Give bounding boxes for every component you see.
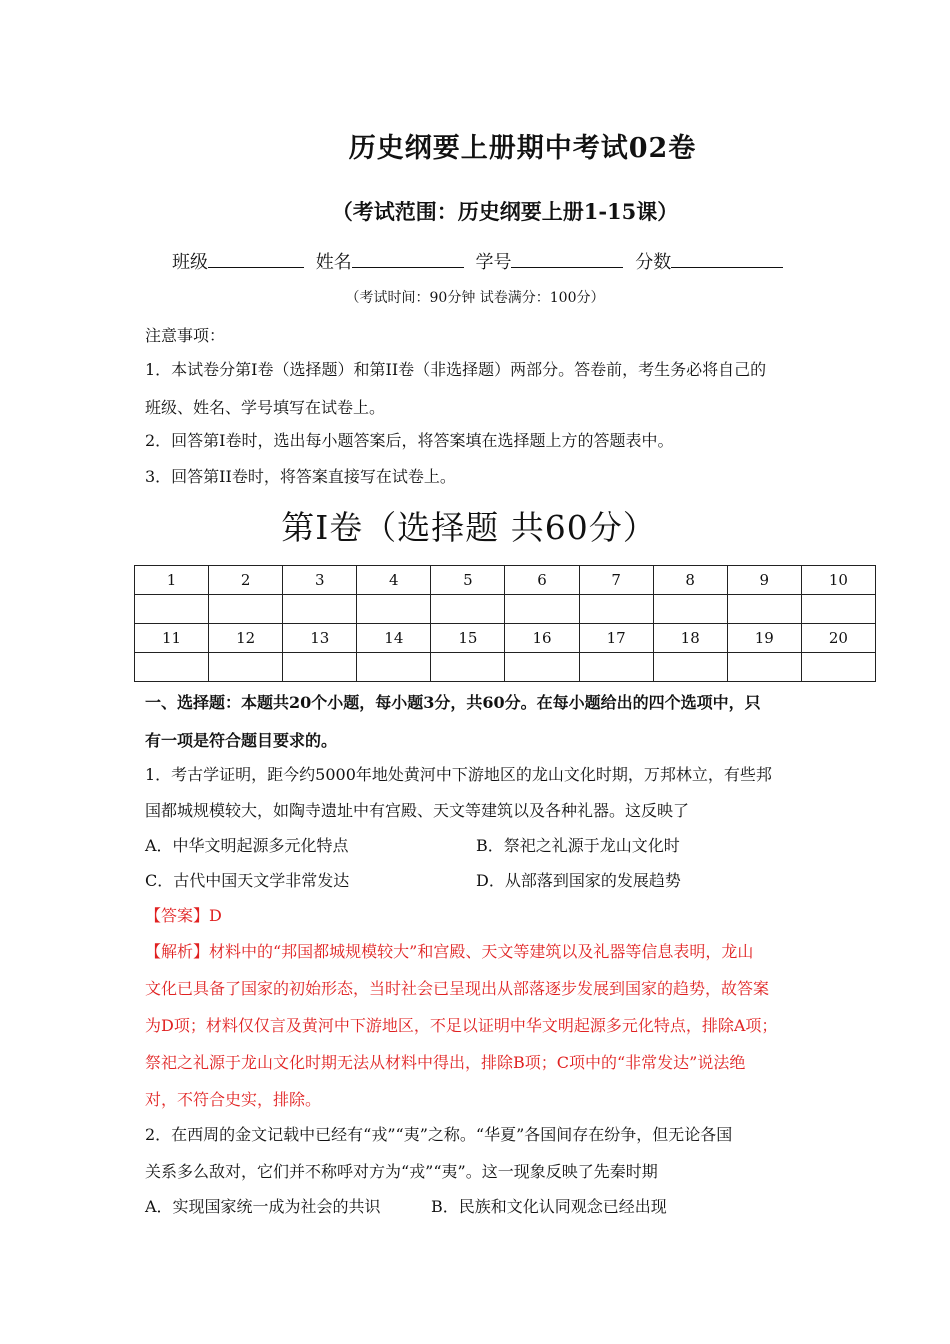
student-id-label: 学号 — [475, 252, 512, 273]
answer-blank-cell[interactable] — [135, 595, 209, 624]
answer-table-cell: 17 — [579, 624, 653, 653]
student-id-blank[interactable] — [511, 251, 623, 268]
exam-title: 历史纲要上册期中考试02卷 — [348, 133, 697, 164]
class-label: 班级 — [172, 252, 208, 273]
q1-stem-line: 国都城规模较大，如陶寺遗址中有宫殿、天文等建筑以及各种礼器。这反映了 — [145, 801, 690, 820]
answer-table-cell: 11 — [135, 624, 209, 653]
answer-blank-cell[interactable] — [357, 595, 431, 624]
answer-table-cell: 13 — [283, 624, 357, 653]
answer-table-cell: 8 — [653, 566, 727, 595]
answer-table — [134, 565, 876, 682]
q1-stem-line: 1．考古学证明，距今约5000年地处黄河中下游地区的龙山文化时期，万邦林立，有些邦 — [145, 765, 772, 784]
time-info: （考试时间：90分钟 试卷满分：100分） — [345, 290, 605, 306]
notice-line: 3．回答第II卷时，将答案直接写在试卷上。 — [145, 467, 456, 486]
answer-table-blank-row — [135, 595, 876, 624]
q1-option-a[interactable]: A．中华文明起源多元化特点 — [145, 836, 349, 855]
score-label: 分数 — [635, 252, 672, 273]
answer-table-cell: 5 — [431, 566, 505, 595]
answer-table-cell: 14 — [357, 624, 431, 653]
answer-table-cell: 6 — [505, 566, 579, 595]
notice-line: 1．本试卷分第I卷（选择题）和第II卷（非选择题）两部分。答卷前，考生务必将自己的 — [145, 360, 767, 379]
notice-line: 2．回答第I卷时，选出每小题答案后，将答案填在选择题上方的答题表中。 — [145, 431, 674, 450]
answer-blank-cell[interactable] — [431, 595, 505, 624]
q1-option-b[interactable]: B．祭祀之礼源于龙山文化时 — [476, 836, 680, 855]
q2-option-a[interactable]: A．实现国家统一成为社会的共识 — [145, 1197, 381, 1216]
q1-option-c[interactable]: C．古代中国天文学非常发达 — [145, 871, 350, 890]
answer-table-blank-row — [135, 653, 876, 682]
answer-blank-cell[interactable] — [801, 653, 875, 682]
answer-table-cell: 2 — [209, 566, 283, 595]
answer-table-cell: 18 — [653, 624, 727, 653]
q2-stem-line: 关系多么敌对，它们并不称呼对方为“戎”“夷”。这一现象反映了先秦时期 — [145, 1162, 658, 1181]
answer-table-cell: 4 — [357, 566, 431, 595]
q1-answer: 【答案】D — [145, 906, 222, 925]
answer-table-cell: 7 — [579, 566, 653, 595]
answer-blank-cell[interactable] — [357, 653, 431, 682]
answer-blank-cell[interactable] — [283, 595, 357, 624]
answer-table-cell: 20 — [801, 624, 875, 653]
q1-option-d[interactable]: D．从部落到国家的发展趋势 — [476, 871, 681, 890]
q1-analysis-line: 为D项；材料仅仅言及黄河中下游地区，不足以证明中华文明起源多元化特点，排除A项； — [145, 1016, 778, 1035]
answer-blank-cell[interactable] — [653, 595, 727, 624]
answer-table-cell: 16 — [505, 624, 579, 653]
answer-blank-cell[interactable] — [727, 653, 801, 682]
name-label: 姓名 — [315, 252, 352, 273]
class-blank[interactable] — [208, 251, 304, 268]
exam-subtitle: （考试范围：历史纲要上册1-15课） — [331, 199, 679, 224]
notice-heading: 注意事项： — [145, 326, 226, 345]
answer-blank-cell[interactable] — [579, 653, 653, 682]
answer-table-cell: 15 — [431, 624, 505, 653]
answer-table-header-row — [135, 566, 876, 595]
answer-table-cell: 1 — [135, 566, 209, 595]
name-blank[interactable] — [352, 251, 464, 268]
answer-table-cell: 3 — [283, 566, 357, 595]
answer-blank-cell[interactable] — [505, 653, 579, 682]
answer-blank-cell[interactable] — [505, 595, 579, 624]
answer-blank-cell[interactable] — [801, 595, 875, 624]
q1-analysis-line: 【解析】材料中的“邦国都城规模较大”和宫殿、天文等建筑以及礼器等信息表明，龙山 — [145, 942, 754, 961]
answer-table-cell: 9 — [727, 566, 801, 595]
student-info-fields — [172, 248, 789, 274]
answer-blank-cell[interactable] — [727, 595, 801, 624]
q1-analysis-line: 对，不符合史实，排除。 — [145, 1090, 322, 1109]
answer-blank-cell[interactable] — [283, 653, 357, 682]
q2-stem-line: 2．在西周的金文记载中已经有“戎”“夷”之称。“华夏”各国间存在纷争，但无论各国 — [145, 1125, 733, 1144]
answer-table-cell: 19 — [727, 624, 801, 653]
answer-blank-cell[interactable] — [135, 653, 209, 682]
answer-blank-cell[interactable] — [431, 653, 505, 682]
q1-analysis-line: 文化已具备了国家的初始形态，当时社会已呈现出从部落逐步发展到国家的趋势，故答案 — [145, 979, 770, 998]
answer-blank-cell[interactable] — [653, 653, 727, 682]
answer-table-cell: 10 — [801, 566, 875, 595]
q2-option-b[interactable]: B．民族和文化认同观念已经出现 — [431, 1197, 667, 1216]
score-blank[interactable] — [671, 251, 783, 268]
answer-table-header-row — [135, 624, 876, 653]
instructions-line: 有一项是符合题目要求的。 — [145, 731, 338, 750]
answer-blank-cell[interactable] — [209, 653, 283, 682]
section-title: 第I卷（选择题 共60分） — [281, 508, 657, 547]
answer-blank-cell[interactable] — [209, 595, 283, 624]
q1-analysis-line: 祭祀之礼源于龙山文化时期无法从材料中得出，排除B项；C项中的“非常发达”说法绝 — [145, 1053, 746, 1072]
answer-blank-cell[interactable] — [579, 595, 653, 624]
answer-table-cell: 12 — [209, 624, 283, 653]
instructions-line: 一、选择题：本题共20个小题，每小题3分，共60分。在每小题给出的四个选项中，只 — [145, 693, 761, 712]
notice-line: 班级、姓名、学号填写在试卷上。 — [145, 398, 386, 417]
